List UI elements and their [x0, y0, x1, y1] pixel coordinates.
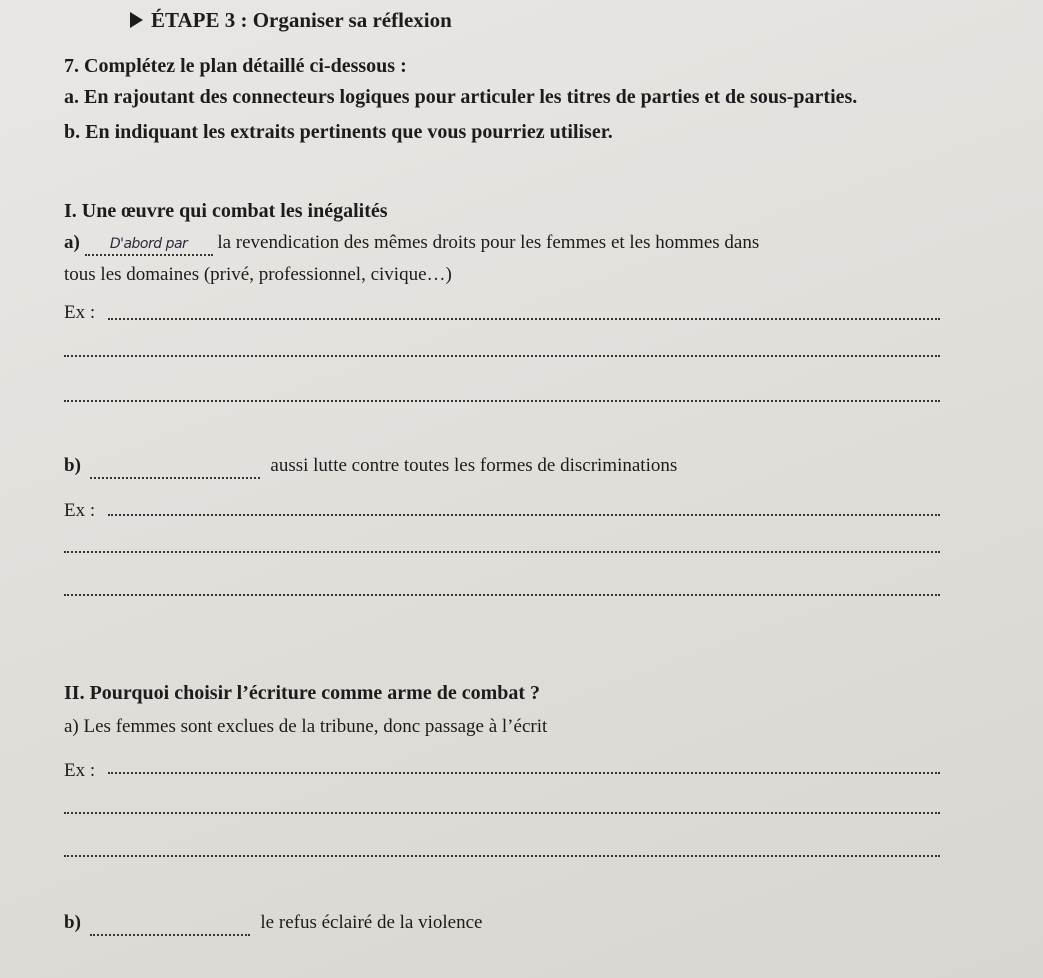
part1-b-ex-label: Ex :: [64, 500, 96, 521]
part1-a-line2: tous les domaines (privé, professionnel, civique…): [64, 264, 452, 285]
part2-b-connector-field[interactable]: [90, 912, 250, 936]
part1-a-connector-field[interactable]: D'abord par: [85, 232, 213, 256]
part2-b-line: b) le refus éclairé de la violence: [64, 912, 482, 936]
part1-b-line: b) aussi lutte contre toutes les formes de discriminations: [64, 455, 677, 479]
part2-a-ex-line-2[interactable]: [64, 812, 940, 814]
part1-b-ex-line-2[interactable]: [64, 551, 940, 553]
part1-b-connector-field[interactable]: [90, 455, 260, 479]
part2-a-ex-line-1[interactable]: [108, 772, 940, 774]
instruction-a: a. En rajoutant des connecteurs logiques pour articuler les titres de parties et de sous-parties.: [64, 86, 858, 108]
part1-title: I. Une œuvre qui combat les inégalités: [64, 200, 388, 222]
part1-b-ex-line-3[interactable]: [64, 594, 940, 596]
part2-a-ex-label: Ex :: [64, 760, 96, 781]
instruction-b: b. En indiquant les extraits pertinents que vous pourriez utiliser.: [64, 121, 613, 143]
part1-a-ex-line-3[interactable]: [64, 400, 940, 402]
question-title: 7. Complétez le plan détaillé ci-dessous :: [64, 55, 407, 77]
part2-a-ex-line-3[interactable]: [64, 855, 940, 857]
part1-a-ex-line-2[interactable]: [64, 355, 940, 357]
part1-b-ex-line-1[interactable]: [108, 514, 940, 516]
triangle-bullet-icon: [130, 12, 143, 28]
step-title: ÉTAPE 3 : Organiser sa réflexion: [130, 8, 452, 33]
part2-title: II. Pourquoi choisir l’écriture comme arme de combat ?: [64, 682, 541, 704]
part1-a-line: a) D'abord par la revendication des mêmes droits pour les femmes et les hommes dans: [64, 232, 759, 256]
part1-a-ex-line-1[interactable]: [108, 318, 940, 320]
part1-a-ex-label: Ex :: [64, 302, 96, 323]
part2-a-line: a) Les femmes sont exclues de la tribune, donc passage à l’écrit: [64, 716, 548, 737]
